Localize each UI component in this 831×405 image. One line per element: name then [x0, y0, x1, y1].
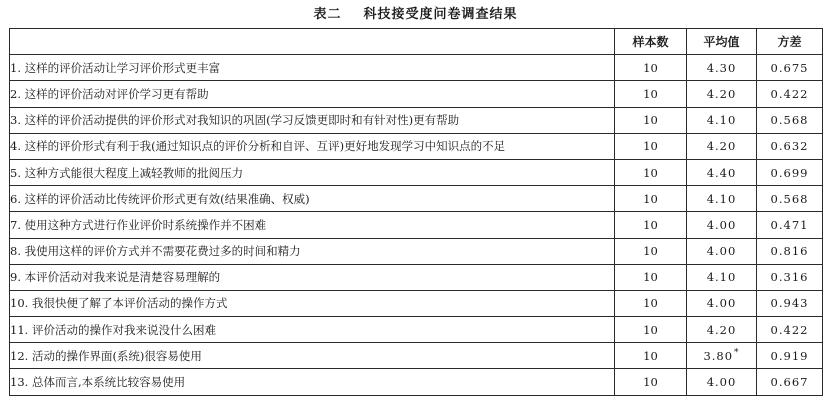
survey-item: 3. 这样的评价活动提供的评价形式对我知识的巩固(学习反馈更即时和有针对性)更有帮助: [10, 107, 615, 133]
variance-value: 0.816: [757, 238, 823, 264]
sample-size: 10: [615, 317, 687, 343]
sample-size: 10: [615, 369, 687, 395]
survey-item: 6. 这样的评价活动比传统评价形式更有效(结果准确、权威): [10, 186, 615, 212]
sample-size: 10: [615, 290, 687, 316]
table-row: [10, 317, 823, 343]
variance-value: 0.675: [757, 55, 823, 81]
mean-cell: [687, 133, 757, 159]
sample-size: 10: [615, 107, 687, 133]
sample-size: 10: [615, 55, 687, 81]
header-item: [10, 29, 615, 55]
survey-item: 2. 这样的评价活动对评价学习更有帮助: [10, 81, 615, 107]
survey-item: 10. 我很快便了解了本评价活动的操作方式: [10, 290, 615, 316]
table-row: [10, 55, 823, 81]
table-row: [10, 343, 823, 369]
mean-cell: [687, 369, 757, 395]
table-row: [10, 264, 823, 290]
mean-value: 4.00: [706, 244, 737, 259]
variance-value: 0.422: [757, 317, 823, 343]
table-caption: [0, 6, 831, 24]
survey-results-table: [9, 28, 823, 396]
variance-value: 0.568: [757, 186, 823, 212]
mean-value: 3.80: [703, 348, 734, 363]
header-variance: 方差: [757, 29, 823, 55]
mean-value: 4.40: [706, 165, 737, 180]
variance-value: 0.919: [757, 343, 823, 369]
sample-size: 10: [615, 159, 687, 185]
table-row: [10, 133, 823, 159]
sample-size: 10: [615, 212, 687, 238]
significance-mark: *: [734, 348, 740, 359]
survey-item: 1. 这样的评价活动让学习评价形式更丰富: [10, 55, 615, 81]
mean-cell: [687, 290, 757, 316]
mean-cell: [687, 212, 757, 238]
table-row: [10, 81, 823, 107]
sample-size: 10: [615, 264, 687, 290]
survey-item: 5. 这种方式能很大程度上减轻教师的批阅压力: [10, 159, 615, 185]
mean-value: 4.10: [706, 113, 737, 128]
survey-item: 4. 这样的评价形式有利于我(通过知识点的评价分析和自评、互评)更好地发现学习中知识点的不足: [10, 133, 615, 159]
mean-value: 4.00: [706, 296, 737, 311]
mean-value: 4.10: [706, 270, 737, 285]
table-row: [10, 159, 823, 185]
mean-value: 4.10: [706, 191, 737, 206]
variance-value: 0.632: [757, 133, 823, 159]
sample-size: 10: [615, 133, 687, 159]
sample-size: 10: [615, 238, 687, 264]
variance-value: 0.667: [757, 369, 823, 395]
header-row: [10, 29, 823, 55]
variance-value: 0.316: [757, 264, 823, 290]
mean-cell: [687, 343, 757, 369]
sample-size: 10: [615, 81, 687, 107]
mean-cell: [687, 107, 757, 133]
variance-value: 0.943: [757, 290, 823, 316]
mean-value: 4.00: [706, 375, 737, 390]
survey-item: 11. 评价活动的操作对我来说没什么困难: [10, 317, 615, 343]
survey-item: 9. 本评价活动对我来说是清楚容易理解的: [10, 264, 615, 290]
mean-value: 4.20: [706, 139, 737, 154]
survey-body: [10, 55, 823, 395]
mean-cell: [687, 317, 757, 343]
table-row: [10, 212, 823, 238]
table-row: [10, 107, 823, 133]
table-number: 表二: [313, 7, 342, 22]
survey-item: 7. 使用这种方式进行作业评价时系统操作并不困难: [10, 212, 615, 238]
table-row: [10, 238, 823, 264]
sample-size: 10: [615, 186, 687, 212]
mean-cell: [687, 81, 757, 107]
mean-cell: [687, 55, 757, 81]
mean-cell: [687, 238, 757, 264]
header-sample-size: 样本数: [615, 29, 687, 55]
mean-value: 4.00: [706, 217, 737, 232]
variance-value: 0.568: [757, 107, 823, 133]
variance-value: 0.699: [757, 159, 823, 185]
mean-value: 4.30: [706, 60, 737, 75]
mean-cell: [687, 186, 757, 212]
table-row: [10, 186, 823, 212]
survey-item: 13. 总体而言,本系统比较容易使用: [10, 369, 615, 395]
table-row: [10, 369, 823, 395]
sample-size: 10: [615, 343, 687, 369]
mean-cell: [687, 159, 757, 185]
mean-value: 4.20: [706, 86, 737, 101]
mean-cell: [687, 264, 757, 290]
survey-item: 8. 我使用这样的评价方式并不需要花费过多的时间和精力: [10, 238, 615, 264]
variance-value: 0.422: [757, 81, 823, 107]
header-mean: 平均值: [687, 29, 757, 55]
survey-item: 12. 活动的操作界面(系统)很容易使用: [10, 343, 615, 369]
table-title: 科技接受度问卷调查结果: [363, 7, 518, 22]
variance-value: 0.471: [757, 212, 823, 238]
table-row: [10, 290, 823, 316]
mean-value: 4.20: [706, 322, 737, 337]
